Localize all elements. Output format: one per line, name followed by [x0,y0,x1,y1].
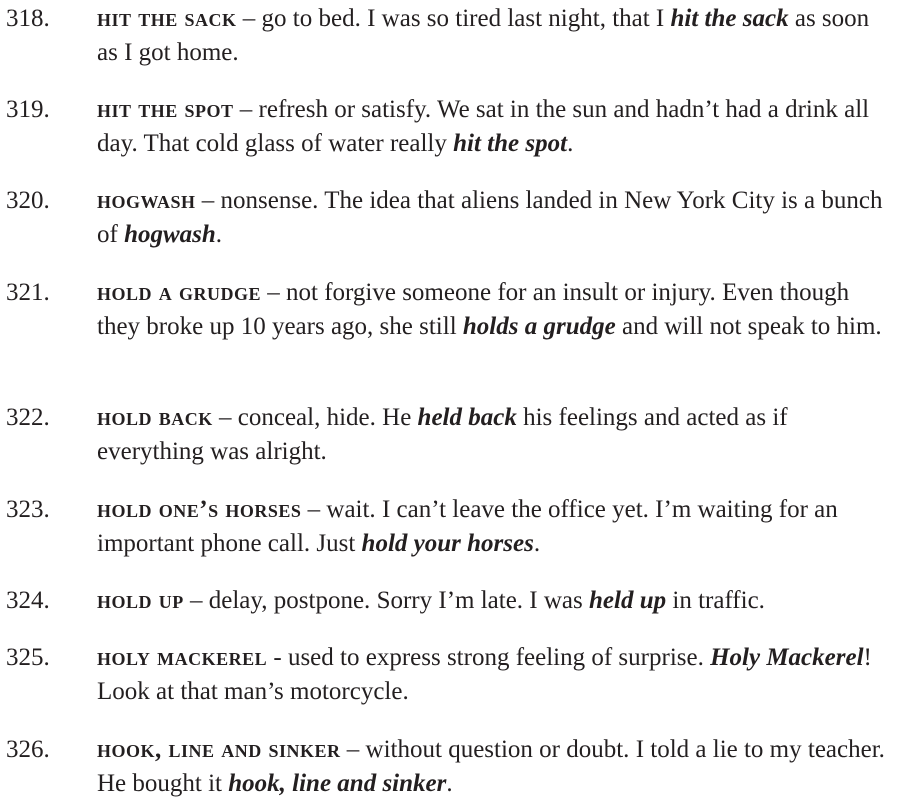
idiom-term: hold one’s horses [97,496,302,523]
definition: refresh or satisfy. [258,96,432,123]
example-phrase: hit the sack [670,5,789,32]
idiom-term: hold a grudge [97,279,262,306]
sentence-before: I can’t leave the office yet. I’m waiting for an important phone call. Just [97,496,838,557]
example-phrase: Holy Mackerel [710,644,864,671]
sentence-after: his feelings and acted as if everything was alright. [97,404,788,465]
sentence-after: in traffic. [666,587,765,614]
entry-text [97,584,893,618]
entry-text [97,493,893,561]
separator: – [261,279,287,306]
entry-number: 326. [6,736,50,763]
idiom-term: holy mackere [97,644,255,671]
entry-number: 325. [6,644,50,671]
example-phrase: hit the spot [453,130,568,157]
entry-number: 321. [6,279,50,306]
idiom-term: hit the spot [97,96,234,123]
entry-number: 318. [6,5,50,32]
idiom-term-tail: l [254,644,268,671]
definition: nonsense. [220,187,319,214]
sentence-before: Sorry I’m late. I was [370,587,590,614]
idiom-term: hold back [97,404,213,431]
entry-text [97,2,893,70]
idiom-term: hogwash [97,187,196,214]
example-phrase: holds a grudge [462,313,616,340]
entry-number: 324. [6,587,50,614]
sentence-after: as soon as I got home. [97,5,870,66]
entry-text [97,401,893,469]
example-phrase: held up [589,587,667,614]
example-phrase: hold your horses [361,530,534,557]
entry-number: 323. [6,496,50,523]
sentence-after: . [533,530,541,557]
example-phrase: held back [417,404,517,431]
entry-number: 322. [6,404,50,431]
sentence-before: Even though they broke up 10 years ago, she still [97,279,850,340]
sentence-before: The idea that aliens landed in New York City is a bunch of [97,187,883,248]
entry-text [97,184,893,252]
sentence-before: He [375,404,418,431]
idiom-term: hook, line and sinker [97,736,341,763]
definition: delay, postpone. [208,587,371,614]
entry-text [97,276,893,344]
sentence-after: ! Look at that man’s motorcycle. [97,644,872,705]
separator: – [340,736,366,763]
separator: – [195,187,221,214]
sentence-after: . [567,130,574,157]
sentence-before: I told a lie to my teacher. He bought it [97,736,885,797]
definition: used to express strong feeling of surprise. [287,644,704,671]
entry-number: 319. [6,96,50,123]
separator: - [267,644,288,671]
sentence-after: . [446,770,453,797]
definition: go to bed. [261,5,361,32]
entry-text [97,93,893,161]
separator: – [212,404,238,431]
idiom-term: hold up [97,587,184,614]
separator: – [301,496,327,523]
sentence-before: We sat in the sun and hadn’t had a drink all day. That cold glass of water really [97,96,870,157]
idiom-term: hit the sack [97,5,237,32]
sentence-after: . [215,221,223,248]
separator: – [183,587,209,614]
entry-number: 320. [6,187,50,214]
definition: not forgive someone for an insult or injury. [286,279,716,306]
entry-text [97,733,893,801]
definition: without question or doubt. [365,736,630,763]
separator: – [233,96,259,123]
definition: conceal, hide. [237,404,376,431]
sentence-before: I was so tired last night, that I [360,5,671,32]
entry-text [97,641,893,709]
separator: – [236,5,262,32]
example-phrase: hook, line and sinker [228,770,447,797]
sentence-after: and will not speak to him. [615,313,882,340]
definition: wait. [326,496,376,523]
example-phrase: hogwash [124,221,216,248]
